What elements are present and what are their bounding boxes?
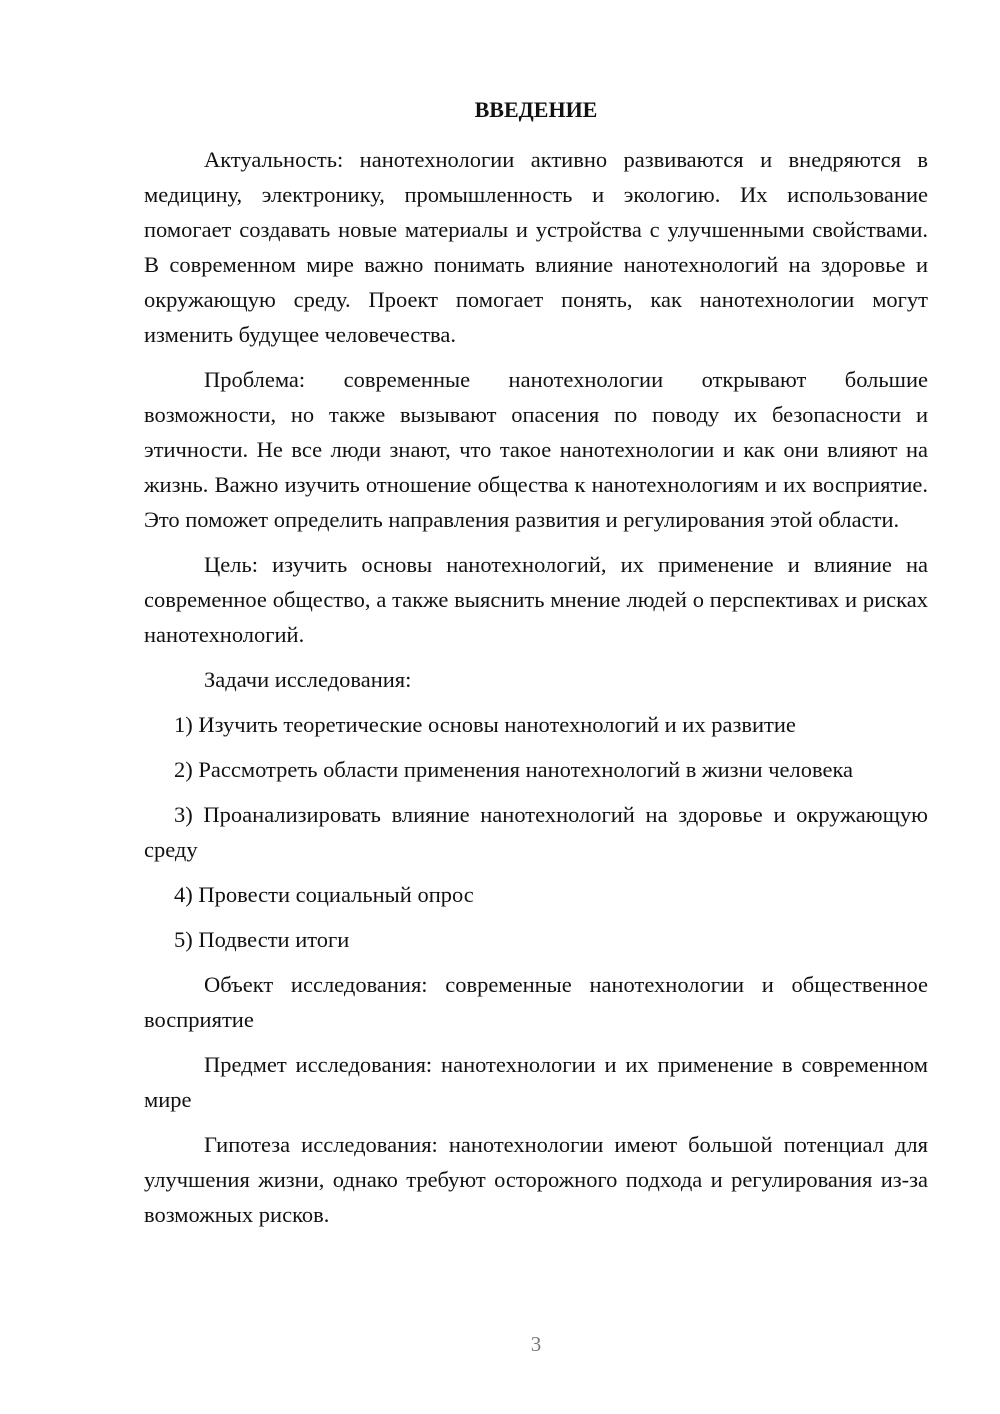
paragraph-object: Объект исследования: современные нанотехнологии и общественное восприятие <box>144 972 928 1032</box>
paragraph-subject: Предмет исследования: нанотехнологии и их применение в современном мире <box>144 1052 928 1112</box>
list-item: 2) Рассмотреть области применения нанотехнологий в жизни человека <box>174 757 854 782</box>
list-item: 5) Подвести итоги <box>174 927 350 952</box>
document-body <box>144 94 928 1242</box>
tasks-list <box>144 707 928 957</box>
paragraph-goal: Цель: изучить основы нанотехнологий, их применение и влияние на современное общество, а также выяснить мнение людей о перспективах и рисках нанотехнологий. <box>144 552 928 647</box>
page-number: 3 <box>530 1332 542 1356</box>
list-item: 1) Изучить теоретические основы нанотехнологий и их развитие <box>174 712 796 737</box>
paragraph-hypothesis: Гипотеза исследования: нанотехнологии имеют большой потенциал для улучшения жизни, однако требуют осторожного подхода и регулирования из-за возможных рисков. <box>144 1132 928 1227</box>
list-item: 4) Провести социальный опрос <box>174 882 474 907</box>
paragraph-relevance: Актуальность: нанотехнологии активно развиваются и внедряются в медицину, электронику, промышленность и экологию. Их использование помогает создавать новые материалы и устройства с улучшенными свойствами. В современном мире важно понимать влияние нанотехнологий на здоровье и окружающую среду. Проект помогает понять, как нанотехнологии могут изменить будущее человечества. <box>144 147 928 347</box>
page-title: ВВЕДЕНИЕ <box>474 97 598 122</box>
paragraph-problem: Проблема: современные нанотехнологии открывают большие возможности, но также вызывают опасения по поводу их безопасности и этичности. Не все люди знают, что такое нанотехнологии и как они влияют на жизнь. Важно изучить отношение общества к нанотехнологиям и их восприятие. Это поможет определить направления развития и регулирования этой области. <box>144 367 928 532</box>
list-item: 3) Проанализировать влияние нанотехнологий на здоровье и окружающую среду <box>144 802 928 862</box>
paragraph-tasks-heading: Задачи исследования: <box>204 667 412 692</box>
